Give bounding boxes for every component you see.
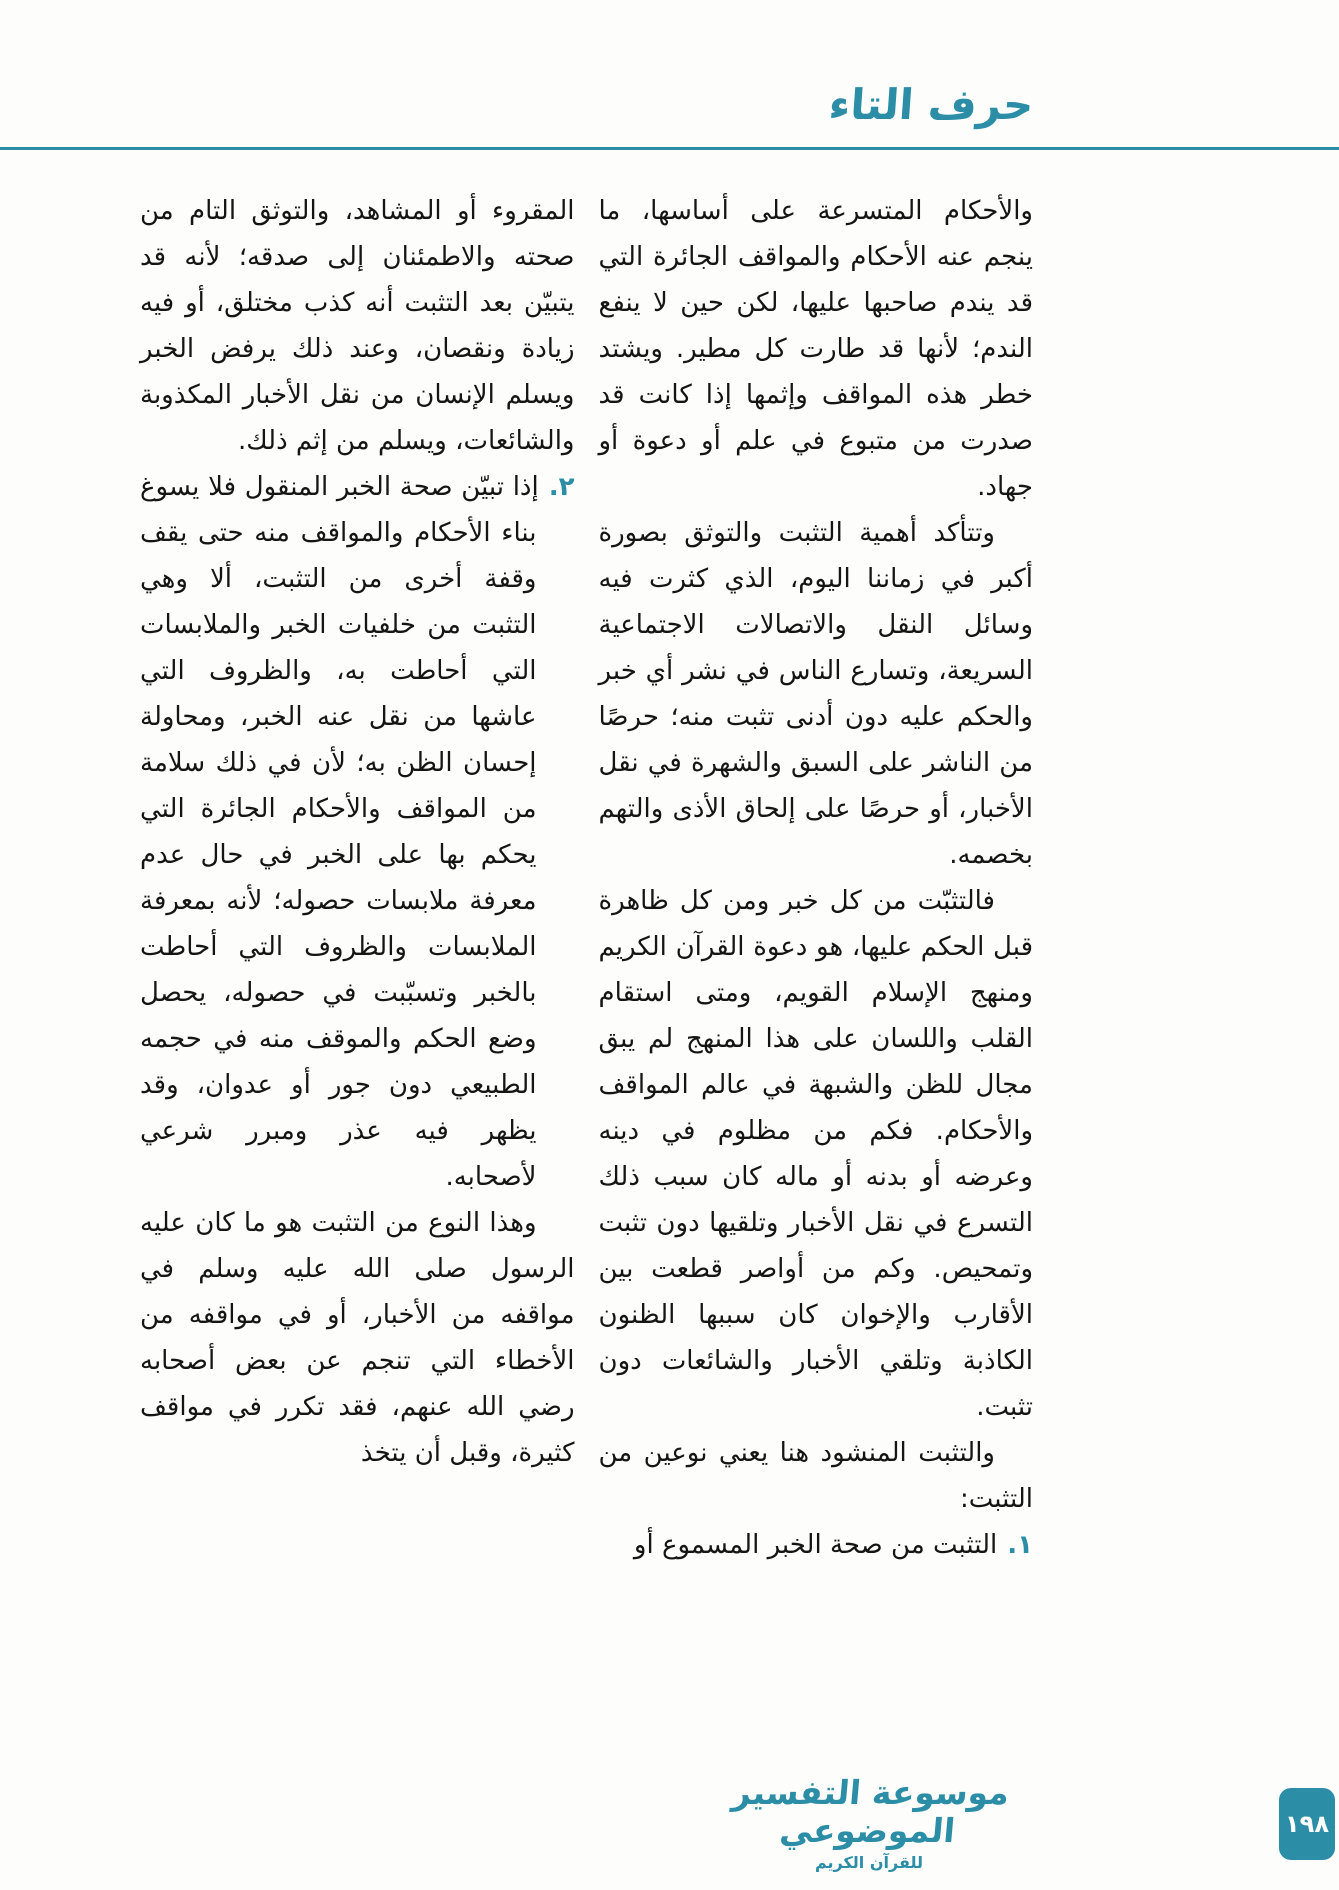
page-content: [140, 188, 1033, 1568]
header-divider: [0, 147, 1339, 150]
chapter-title: حرف التاء: [826, 80, 1035, 129]
paragraph: وتتأكد أهمية التثبت والتوثق بصورة أكبر في زماننا اليوم، الذي كثرت فيه وسائل النقل والاتصالات الاجتماعية السريعة، وتسارع الناس في نشر أي خبر والحكم عليه دون أدنى تثبت منه؛ حرصًا من الناشر على السبق والشهرة في نقل الأخبار، أو حرصًا على إلحاق الأذى والتهم بخصمه.: [598, 518, 1033, 870]
paragraph: وهذا النوع من التثبت هو ما كان عليه الرسول صلى الله عليه وسلم في مواقفه من الأخبار، أو في مواقفه من الأخطاء التي تنجم عن بعض أصحابه رضي الله عنهم، فقد تكرر في مواقف كثيرة، وقبل أن يتخذ: [140, 1208, 575, 1468]
publisher-logo-title: موسوعة التفسير الموضوعي: [730, 1772, 1011, 1850]
numbered-item: [599, 1522, 1034, 1568]
item-text: إذا تبيّن صحة الخبر المنقول فلا يسوغ بناء الأحكام والمواقف منه حتى يقف وقفة أخرى من التثبت، ألا وهي التثبت من خلفيات الخبر والملابسات التي أحاطت به، والظروف التي عاشها من نقل عنه الخبر، ومحاولة إحسان الظن به؛ لأن في ذلك سلامة من المواقف والأحكام الجائرة التي يحكم بها على الخبر في حال عدم معرفة ملابسات حصوله؛ لأنه بمعرفة الملابسات والظروف التي أحاطت بالخبر وتسبّبت في حصوله، يحصل وضع الحكم والموقف منه في حجمه الطبيعي دون جور أو عدوان، وقد يظهر فيه عذر ومبرر شرعي لأصحابه.: [140, 472, 539, 1192]
column-left: [140, 188, 575, 1568]
paragraph: فالتثبّت من كل خبر ومن كل ظاهرة قبل الحكم عليها، هو دعوة القرآن الكريم ومنهج الإسلام القويم، ومتى استقام القلب واللسان على هذا المنهج لم يبق مجال للظن والشبهة في عالم المواقف والأحكام. فكم من مظلوم في دينه وعرضه أو بدنه أو ماله كان سبب ذلك التسرع في نقل الأخبار وتلقيها دون تثبت وتمحيص. وكم من أواصر قطعت بين الأقارب والإخوان كان سببها الظنون الكاذبة وتلقي الأخبار والشائعات دون تثبت.: [598, 886, 1033, 1422]
publisher-logo-subtitle: للقرآن الكريم: [814, 1852, 924, 1872]
paragraph: والتثبت المنشود هنا يعني نوعين من التثبت:: [598, 1438, 1033, 1514]
column-right: [599, 188, 1034, 1568]
paragraph: المقروء أو المشاهد، والتوثق التام من صحته والاطمئنان إلى صدقه؛ لأنه قد يتبيّن بعد التثبت أنه كذب مختلق، أو فيه زيادة ونقصان، وعند ذلك يرفض الخبر ويسلم الإنسان من نقل الأخبار المكذوبة والشائعات، ويسلم من إثم ذلك.: [140, 196, 575, 456]
item-text: التثبت من صحة الخبر المسموع أو: [633, 1530, 998, 1560]
item-number: ١.: [1007, 1530, 1033, 1560]
page-number: ١٩٨: [1285, 1810, 1329, 1838]
page-number-badge: [1279, 1788, 1335, 1860]
publisher-logo: [719, 1774, 1019, 1872]
item-number: ٢.: [548, 472, 575, 502]
paragraph: والأحكام المتسرعة على أساسها، ما ينجم عنه الأحكام والمواقف الجائرة التي قد يندم صاحبها عليها، لكن حين لا ينفع الندم؛ لأنها قد طارت كل مطير. ويشتد خطر هذه المواقف وإثمها إذا كانت قد صدرت من متبوع في علم أو دعوة أو جهاد.: [598, 196, 1033, 502]
numbered-item: [140, 464, 575, 1200]
